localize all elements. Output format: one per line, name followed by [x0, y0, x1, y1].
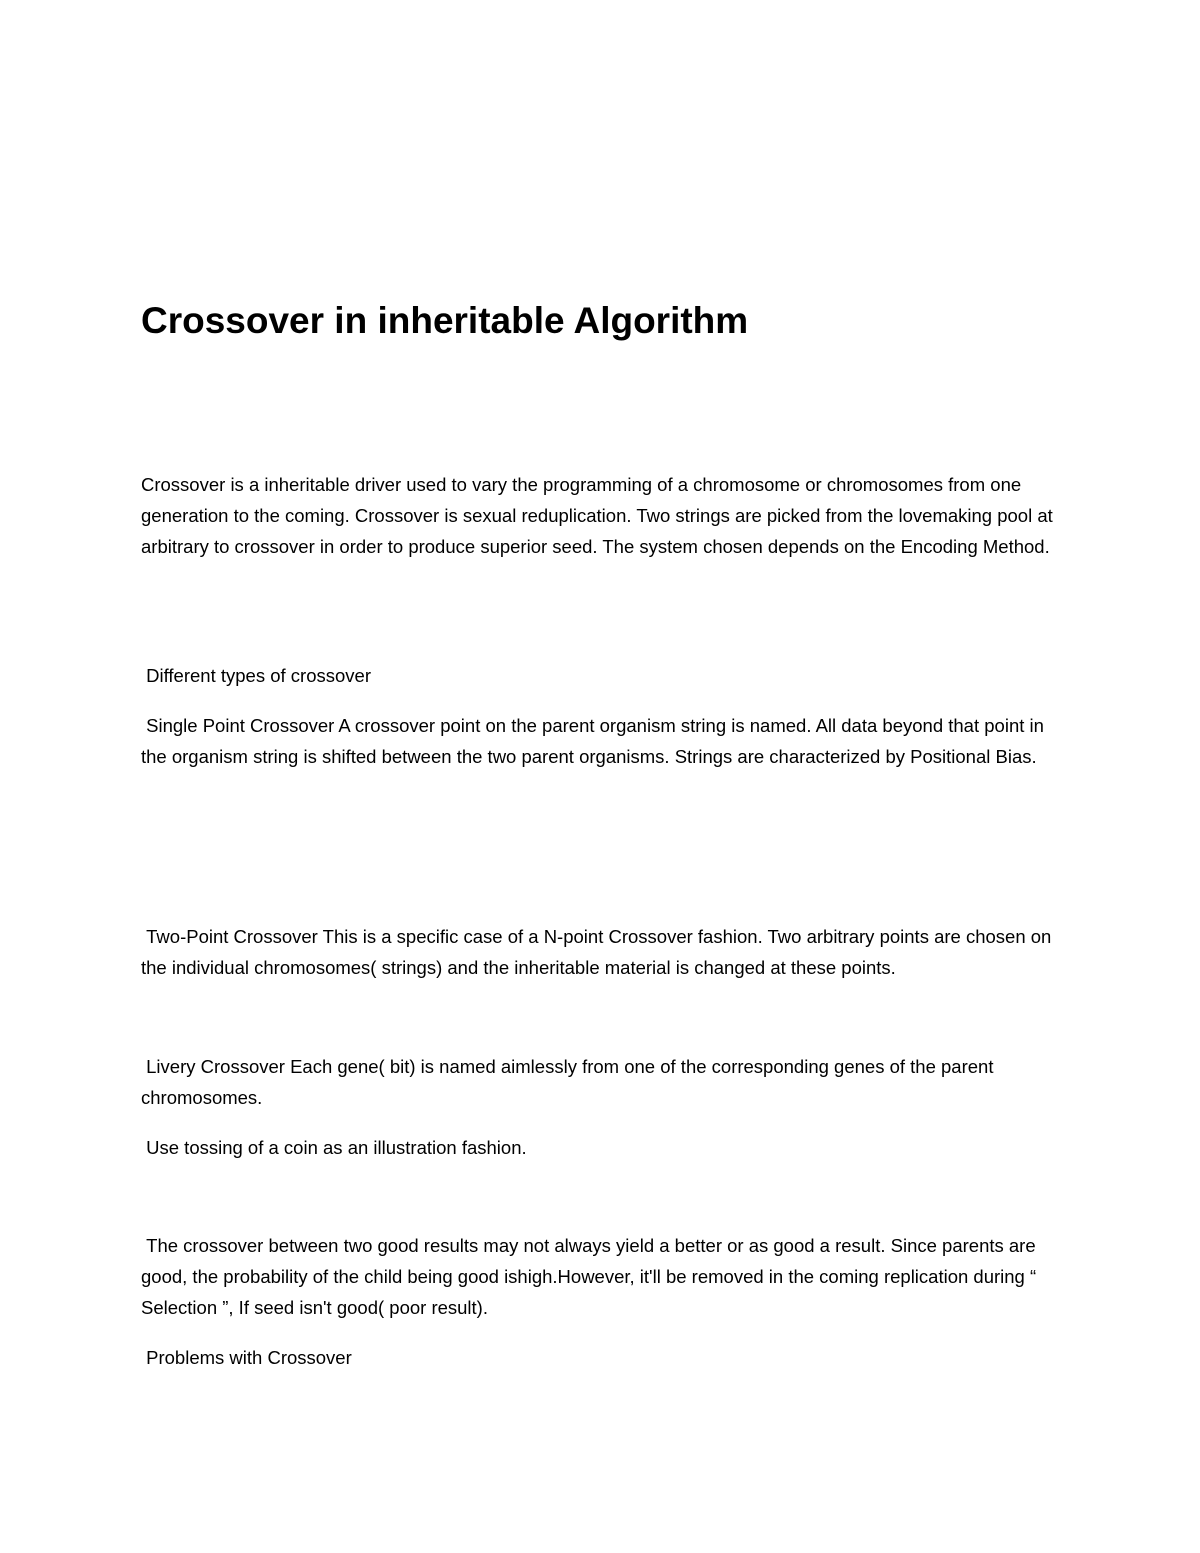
paragraph-single-point: Single Point Crossover A crossover point on the parent organism string is named. All data beyond that point in the organism string is shifted between the two parent organisms. Strings are characterized by Positional Bias. [141, 715, 1050, 767]
paragraph-two-point: Two-Point Crossover This is a specific case of a N-point Crossover fashion. Two arbitrary points are chosen on the individual chromosomes( strings) and the inheritable material is changed at these points. [141, 926, 1057, 978]
paragraph-coin-illustration: Use tossing of a coin as an illustration fashion. [141, 1137, 527, 1158]
paragraph-crossover-definition: Crossover is a inheritable driver used to vary the programming of a chromosome or chromosomes from one generation to the coming. Crossover is sexual reduplication. Two strings are picked from the lovemaking pool at arbitrary to crossover in order to produce superior seed. The system chosen depends on the Encoding Method. [141, 474, 1053, 557]
document-title: Crossover in inheritable Algorithm [141, 300, 749, 341]
paragraph-problems-heading: Problems with Crossover [141, 1347, 352, 1368]
paragraph-livery-crossover: Livery Crossover Each gene( bit) is named aimlessly from one of the corresponding genes of the parent chromosomes. [141, 1056, 999, 1108]
paragraph-crossover-results: The crossover between two good results may not always yield a better or as good a result. Since parents are good, the probability of the child being good ishigh.However, it'll be removed in the coming replication during “ Selection ”, If seed isn't good( poor result). [141, 1235, 1042, 1318]
paragraph-types-heading: Different types of crossover [141, 665, 371, 686]
